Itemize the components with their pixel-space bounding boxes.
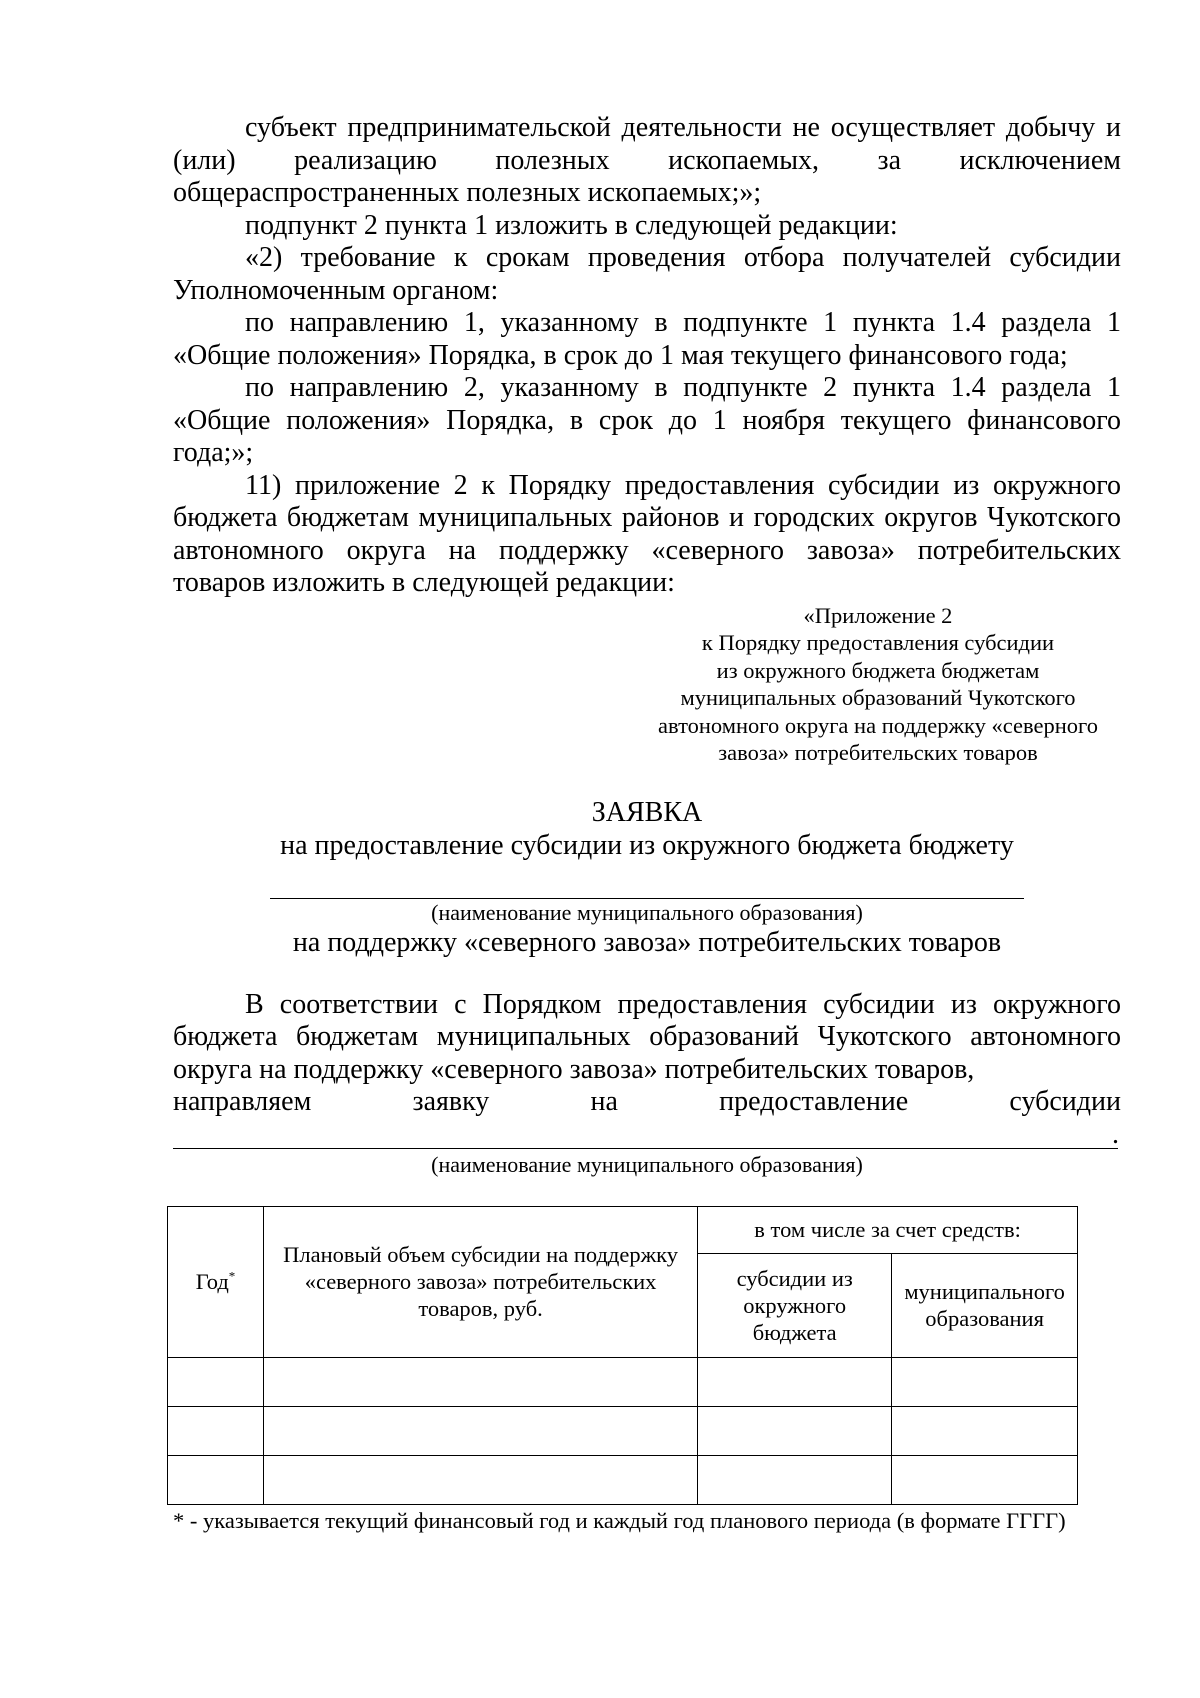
header-municipal: муниципального образования <box>892 1253 1078 1357</box>
paragraph-5: по направлению 2, указанному в подпункте 2 пункта 1.4 раздела 1 «Общие положения» Порядка, в срок до 1 ноября текущего финансового года;»; <box>173 372 1121 468</box>
municipality-fill-line-2[interactable] <box>173 1130 1118 1149</box>
table-row <box>168 1406 1078 1455</box>
application-body-text: В соответствии с Порядком предоставления субсидии из окружного бюджета бюджетам муниципальных образований Чукотского автономного округа на поддержку «северного завоза» потребительских товаров, <box>173 988 1121 1085</box>
table-cell[interactable] <box>264 1406 698 1455</box>
paragraph-3: «2) требование к срокам проведения отбора получателей субсидии Уполномоченным органом: <box>173 242 1121 306</box>
header-district-budget: субсидии из окружного бюджета <box>698 1253 892 1357</box>
appendix-line: автономного округа на поддержку «северного <box>658 712 1098 738</box>
paragraph-1: субъект предпринимательской деятельности не осуществляет добычу и (или) реализацию полезных ископаемых, за исключением общераспространенных полезных ископаемых;»; <box>173 112 1121 208</box>
municipality-fill-row <box>173 1118 1121 1150</box>
fill-end-dot: . <box>1112 1118 1119 1150</box>
table-cell[interactable] <box>168 1455 264 1504</box>
paragraph-2: подпункт 2 пункта 1 изложить в следующей редакции: <box>245 209 898 241</box>
appendix-line: завоза» потребительских товаров <box>718 740 1038 765</box>
table-cell[interactable] <box>892 1357 1078 1406</box>
appendix-line: «Приложение 2 <box>803 602 953 628</box>
table-row <box>168 1455 1078 1504</box>
table-cell[interactable] <box>698 1455 892 1504</box>
municipality-caption: (наименование муниципального образования) <box>431 899 863 925</box>
header-including: в том числе за счет средств: <box>698 1206 1078 1253</box>
paragraph-4: по направлению 1, указанному в подпункте 1 пункта 1.4 раздела 1 «Общие положения» Порядка, в срок до 1 мая текущего финансового года; <box>173 307 1121 371</box>
appendix-header <box>628 602 1128 767</box>
table-cell[interactable] <box>168 1406 264 1455</box>
application-title-block <box>173 796 1121 862</box>
table-cell[interactable] <box>264 1455 698 1504</box>
paragraph-6: 11) приложение 2 к Порядку предоставления субсидии из окружного бюджета бюджетам муниципальных районов и городских округов Чукотского автономного округа на поддержку «северного завоза» потребительских товаров изложить в следующей редакции: <box>173 469 1121 598</box>
table-cell[interactable] <box>698 1357 892 1406</box>
footnote-mark: * <box>228 1268 236 1284</box>
application-subtitle: на предоставление субсидии из окружного бюджета бюджету <box>280 829 1014 861</box>
table-cell[interactable] <box>698 1406 892 1455</box>
table-cell[interactable] <box>892 1406 1078 1455</box>
header-planned-volume: Плановый объем субсидии на поддержку «северного завоза» потребительских товаров, руб. <box>264 1206 698 1357</box>
subsidy-table <box>167 1206 1078 1505</box>
appendix-line: к Порядку предоставления субсидии <box>701 630 1055 655</box>
application-subtitle2: на поддержку «северного завоза» потребительских товаров <box>292 926 1002 958</box>
footnote: * - указывается текущий финансовый год и каждый год планового периода (в формате ГГГГ) <box>173 1507 1066 1533</box>
application-body <box>173 989 1121 1178</box>
appendix-line: муниципальных образований Чукотского <box>680 685 1076 710</box>
municipality-caption-2: (наименование муниципального образования) <box>431 1151 863 1177</box>
application-title: ЗАЯВКА <box>591 796 703 828</box>
table-row <box>168 1357 1078 1406</box>
header-year: Год* <box>168 1206 264 1357</box>
table-cell[interactable] <box>168 1357 264 1406</box>
table-cell[interactable] <box>892 1455 1078 1504</box>
table-cell[interactable] <box>264 1357 698 1406</box>
document-page <box>173 112 1121 1534</box>
appendix-line: из окружного бюджета бюджетам <box>716 657 1040 683</box>
application-body-last-line: направляем заявку на предоставление субсидии <box>173 1086 1121 1117</box>
